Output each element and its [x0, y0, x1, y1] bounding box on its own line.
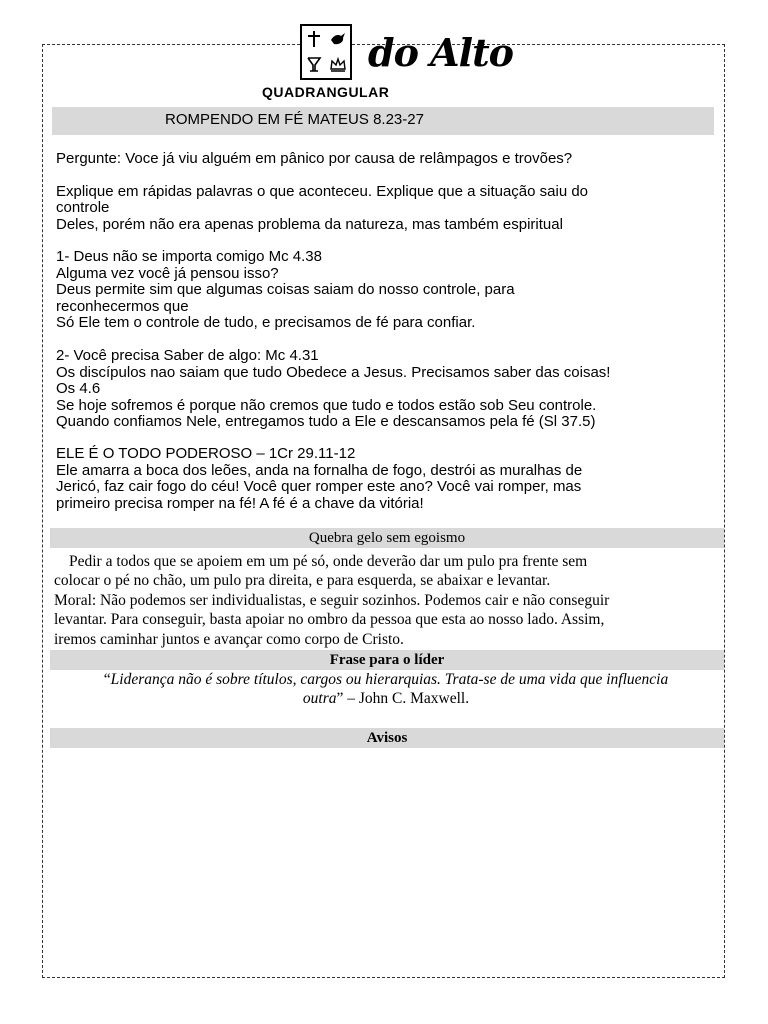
crown-icon — [326, 52, 350, 78]
logo-wordmark: QUADRANGULAR — [262, 84, 390, 100]
dove-icon — [326, 26, 350, 52]
intro-line: Explique em rápidas palavras o que aconteceu. Explique que a situação saiu do — [56, 182, 589, 200]
logo-script: do Alto — [368, 30, 513, 75]
point-line: reconhecermos que — [56, 297, 189, 315]
leader-quote-heading-bar — [50, 650, 724, 670]
point-heading: 1- Deus não se importa comigo Mc 4.38 — [56, 248, 322, 265]
church-logo — [262, 24, 512, 102]
icebreaker-section — [54, 552, 718, 649]
cross-icon — [302, 26, 326, 52]
point-1 — [56, 249, 718, 332]
icebreaker-heading-bar — [50, 528, 724, 548]
point-3 — [56, 446, 718, 512]
leader-quote-heading: Frase para o líder — [329, 651, 445, 668]
point-line: Deus permite sim que algumas coisas saiam do nosso controle, para — [56, 281, 515, 299]
leader-quote — [54, 670, 718, 709]
point-line: Se hoje sofremos é porque não cremos que tudo e todos estão sob Seu controle. — [56, 396, 597, 414]
icebreaker-line: colocar o pé no chão, um pulo pra direita, e para esquerda, se abaixar e levantar. — [54, 572, 551, 590]
cup-icon — [302, 52, 326, 78]
point-line: primeiro precisa romper na fé! A fé é a chave da vitória! — [56, 494, 424, 512]
logo-emblem — [300, 24, 352, 80]
quote-line: Liderança não é sobre títulos, cargos ou hierarquias. Trata-se de uma vida que influencia — [110, 671, 669, 688]
icebreaker-line: levantar. Para conseguir, basta apoiar no ombro da pessoa que esta ao nosso lado. Assim, — [54, 611, 605, 629]
notices-heading-bar — [50, 728, 724, 748]
point-heading: ELE É O TODO PODEROSO – 1Cr 29.11-12 — [56, 445, 356, 462]
page-title: ROMPENDO EM FÉ MATEUS 8.23-27 — [165, 111, 424, 128]
quote-attribution: ” – John C. Maxwell. — [336, 690, 470, 708]
intro-line: Deles, porém não era apenas problema da natureza, mas também espiritual — [56, 215, 563, 233]
point-line: Jericó, faz cair fogo do céu! Você quer romper este ano? Você vai romper, mas — [56, 478, 582, 496]
point-line: Alguma vez você já pensou isso? — [56, 264, 279, 282]
point-line: Ele amarra a boca dos leões, anda na fornalha de fogo, destrói as muralhas de — [56, 461, 583, 479]
point-line: Os discípulos nao saiam que tudo Obedece a Jesus. Precisamos saber das coisas! — [56, 363, 611, 381]
notices-heading: Avisos — [366, 729, 408, 746]
intro-line: Pergunte: Voce já viu alguém em pânico por causa de relâmpagos e trovões? — [56, 150, 573, 167]
icebreaker-heading: Quebra gelo sem egoismo — [308, 529, 466, 546]
point-line: Só Ele tem o controle de tudo, e precisamos de fé para confiar. — [56, 314, 476, 332]
intro-line: controle — [56, 199, 110, 217]
point-heading: 2- Você precisa Saber de algo: Mc 4.31 — [56, 347, 319, 364]
point-line: Quando confiamos Nele, entregamos tudo a Ele e descansamos pela fé (Sl 37.5) — [56, 413, 596, 431]
point-line: Os 4.6 — [56, 380, 101, 398]
icebreaker-line: Pedir a todos que se apoiem em um pé só, onde deverão dar um pulo pra frente sem — [69, 553, 588, 570]
intro-section — [56, 151, 718, 233]
icebreaker-line: Moral: Não podemos ser individualistas, e seguir sozinhos. Podemos cair e não conseguir — [54, 591, 610, 609]
quote-open-mark: “ — [103, 671, 111, 688]
icebreaker-line: iremos caminhar juntos e avançar como corpo de Cristo. — [54, 630, 404, 648]
quote-line: outra — [302, 690, 337, 708]
point-2 — [56, 348, 718, 431]
